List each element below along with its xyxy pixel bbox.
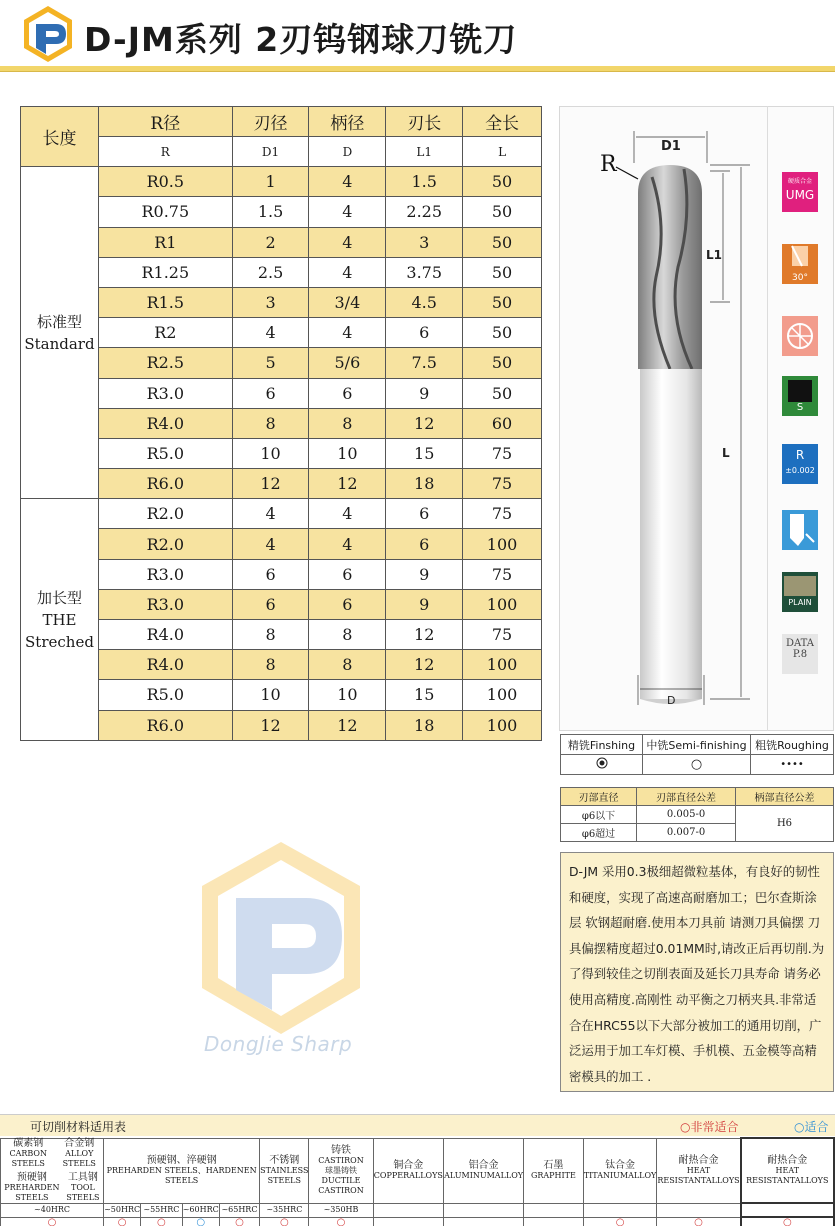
suit-3: ○ [141,1217,183,1226]
hardness-7: ~350HB [309,1203,373,1217]
mat-stainless [260,1138,309,1203]
r-value: R5.0 [98,438,232,468]
suit-13: ○ [741,1217,834,1226]
watermark-logo [196,838,366,1038]
hardness-empty-1 [373,1203,444,1217]
materials-table [0,1137,835,1226]
rough-mark: •••• [751,755,834,775]
symbol-d: D [309,137,386,167]
tol-row-2-dia: φ6超过 [561,824,637,842]
hardness-empty-3 [524,1203,584,1217]
d-value: 12 [309,710,386,740]
hardness-2: ~50HRC [104,1203,141,1217]
r-value: R4.0 [98,620,232,650]
mat-preharden-cn: 预硬钢 [16,1171,47,1183]
standard-label-en: Standard [24,334,95,353]
table-row [21,408,542,438]
d1-value: 12 [232,710,309,740]
r-value: R0.5 [98,167,232,197]
d-value: 5/6 [309,348,386,378]
mat-stainless-en1: STAINLESS [260,1165,309,1175]
l1-value: 6 [386,499,463,529]
mat-hardened-cn: 预硬钢、淬硬钢 [146,1154,217,1166]
mat-titanium-en: TITANIUMALLOY [583,1170,657,1180]
suit-10 [524,1217,584,1226]
l1-label: L1 [706,248,722,262]
d-value: 4 [309,529,386,559]
symbol-l: L [463,137,542,167]
col-header-l: 全长 [463,107,542,137]
end-mill-drawing [560,107,767,730]
l1-value: 18 [386,710,463,740]
r-value: R5.0 [98,680,232,710]
standard-category-label [21,167,99,499]
col-header-d1: 刃径 [232,107,309,137]
legend-suitable: ○适合 [794,1120,829,1134]
mat-carbon-cn: 碳素钢 [13,1137,44,1149]
umg-small-label: 硬质合金 [787,178,812,185]
tol-header-dia: 刃部直径 [561,788,637,806]
hardness-4: ~60HRC [182,1203,219,1217]
suit-8 [373,1217,444,1226]
d-value: 6 [309,378,386,408]
r-value: R2.0 [98,499,232,529]
d-value: 6 [309,589,386,619]
finishing-mark [561,755,643,775]
d1-value: 10 [232,438,309,468]
l-value: 50 [463,227,542,257]
hardness-6: ~35HRC [260,1203,309,1217]
r-value: R1 [98,227,232,257]
l1-value: 15 [386,680,463,710]
page-label: P.8 [792,649,808,660]
r-tol-label: ±0.002 [785,466,815,475]
mat-castiron [309,1138,373,1203]
r-value: R2 [98,318,232,348]
umg-label: UMG [785,188,815,202]
tolerance-table [560,787,834,842]
d1-value: 4 [232,499,309,529]
l-value: 75 [463,499,542,529]
table-row [21,378,542,408]
l1-value: 1.5 [386,167,463,197]
d1-value: 6 [232,589,309,619]
mat-stainless-cn: 不锈钢 [269,1154,300,1166]
hardness-empty-6 [741,1203,834,1217]
d-value: 4 [309,499,386,529]
mat-copper-en: COPPERALLOYS [373,1170,443,1180]
d-value: 8 [309,408,386,438]
plain-label: PLAIN [788,598,812,607]
r-value: R2.5 [98,348,232,378]
product-description: D-JM 采用0.3极细超微粒基体，有良好的韧性和硬度，实现了高速高耐磨加工；巴尔查斯涂层 软钢超耐磨.使用本刀具前 请测刀具偏摆 刀具偏摆精度超过0.01MM时,请改正后再切削.为了得到较佳之切削表面及延长刀具寿命 请务必使用高精度.高刚性 动平衡之刀柄夹具.非常适合在HRC55以下大部分被加工的通用切削，广泛运用于加工车灯模、手机模、五金模等高精密模具的加工 . [560,852,834,1092]
d-value: 10 [309,680,386,710]
d1-value: 12 [232,469,309,499]
spec-table [20,106,542,741]
r-label: R [600,152,617,177]
mat-tool-cn: 工具钢 [67,1171,98,1183]
r-value: R3.0 [98,559,232,589]
tol-shank-value: H6 [736,806,834,842]
mat-graphite-cn: 石墨 [543,1159,564,1171]
tol-header-shank: 柄部直径公差 [736,788,834,806]
extended-label-cn: 加长型 [36,588,82,607]
table-row [21,710,542,740]
watermark-text: DongJie Sharp [204,1032,353,1056]
mat-stainless-en2: STEELS [267,1175,301,1185]
table-row [21,197,542,227]
l-value: 50 [463,167,542,197]
s-shank-icon [782,376,818,416]
extended-label-en1: THE [42,610,77,629]
l-value: 50 [463,197,542,227]
d-value: 8 [309,620,386,650]
umg-carbide-icon [782,172,818,212]
tol-row-2-value: 0.007-0 [637,824,736,842]
mode-semi-finishing: 中铣Semi-finishing [643,735,751,755]
angle-label: 30° [792,273,808,283]
table-row [21,438,542,468]
r-value: R1.25 [98,257,232,287]
l1-value: 3.75 [386,257,463,287]
suit-4: ○ [182,1217,219,1226]
table-row [21,287,542,317]
d1-value: 8 [232,408,309,438]
mat-titanium-cn: 钛合金 [605,1159,636,1171]
table-row [21,257,542,287]
suit-9 [444,1217,524,1226]
col-header-d: 柄径 [309,107,386,137]
machining-mode-table [560,734,834,775]
table-row [21,469,542,499]
table-row [21,589,542,619]
l-value: 100 [463,529,542,559]
double-circle-icon [596,757,608,769]
l1-value: 9 [386,378,463,408]
l1-value: 6 [386,529,463,559]
l1-value: 9 [386,559,463,589]
brand-logo [22,4,74,64]
mat-heat2-en: HEAT RESISTANTALLOYS [746,1165,829,1185]
l-value: 75 [463,438,542,468]
extended-label-en2: Streched [25,632,94,651]
l-value: 50 [463,318,542,348]
l1-value: 12 [386,408,463,438]
d1-value: 2.5 [232,257,309,287]
suit-7: ○ [309,1217,373,1226]
mat-carbon-alloy [1,1138,104,1203]
l-value: 50 [463,348,542,378]
d1-value: 6 [232,378,309,408]
s-label: S [796,402,804,413]
mat-heat2-cn: 耐热合金 [767,1154,808,1166]
d1-value: 4 [232,318,309,348]
mat-aluminum-en: ALUMINUMALLOY [444,1170,524,1180]
table-row [21,227,542,257]
mat-graphite [524,1138,584,1203]
legend-very-suitable: ○非常适合 [680,1120,739,1134]
suit-1: ○ [1,1217,104,1226]
l-value: 60 [463,408,542,438]
center-cut-icon [782,510,818,550]
l1-value: 9 [386,589,463,619]
l1-value: 15 [386,438,463,468]
d1-value: 5 [232,348,309,378]
d1-value: 2 [232,227,309,257]
d1-value: 8 [232,650,309,680]
d-value: 4 [309,197,386,227]
length-header: 长度 [21,107,99,167]
d1-value: 1.5 [232,197,309,227]
mode-roughing: 粗铣Roughing [751,735,834,755]
table-row [21,318,542,348]
d-value: 10 [309,438,386,468]
mat-ductile-cn: 球墨铸铁 [325,1165,357,1175]
l1-value: 12 [386,620,463,650]
materials-title: 可切削材料适用表 [30,1120,127,1134]
mat-heat-resistant-2 [741,1138,834,1203]
table-row [21,680,542,710]
r-value: R2.0 [98,529,232,559]
helix-angle-icon [782,244,818,284]
page-title: D-JM系列 2刃钨钢球刀铣刀 [84,20,518,59]
col-header-r: R径 [98,107,232,137]
suit-11: ○ [583,1217,657,1226]
d-label: D [667,694,676,707]
mat-tool-en: TOOL STEELS [66,1182,100,1202]
table-row [21,167,542,197]
l-value: 75 [463,620,542,650]
l1-value: 12 [386,650,463,680]
header-divider [0,66,835,72]
r-value: R6.0 [98,469,232,499]
suit-2: ○ [104,1217,141,1226]
table-row [21,559,542,589]
mat-aluminum-cn: 铝合金 [468,1159,499,1171]
mat-hardened-en: PREHARDEN STEELS、HARDENEN STEELS [106,1165,257,1185]
hardness-5: ~65HRC [219,1203,259,1217]
l-value: 50 [463,257,542,287]
d-value: 3/4 [309,287,386,317]
l-value: 75 [463,469,542,499]
l-value: 100 [463,680,542,710]
tol-header-blade: 刃部直径公差 [637,788,736,806]
ball-nose-icon [782,316,818,356]
d1-value: 6 [232,559,309,589]
page-header [0,0,835,72]
l1-value: 6 [386,318,463,348]
mat-castiron-cn: 铸铁 [331,1144,351,1156]
hardness-empty-5 [657,1203,741,1217]
d-value: 8 [309,650,386,680]
plain-shank-icon [782,572,818,612]
tol-row-1-value: 0.005-0 [637,806,736,824]
symbol-d1: D1 [232,137,309,167]
d-value: 4 [309,318,386,348]
semi-mark: ○ [643,755,751,775]
mat-hardened [104,1138,260,1203]
l1-value: 7.5 [386,348,463,378]
mode-finishing: 精铣Finshing [561,735,643,755]
l1-value: 4.5 [386,287,463,317]
d-value: 4 [309,227,386,257]
mat-carbon-en: CARBON STEELS [9,1148,47,1168]
l-value: 75 [463,559,542,589]
suit-12: ○ [657,1217,741,1226]
extended-category-label [21,499,99,741]
l1-value: 18 [386,469,463,499]
d-value: 6 [309,559,386,589]
d1-value: 8 [232,620,309,650]
r-icon-label: R [795,448,805,462]
suit-6: ○ [260,1217,309,1226]
r-tolerance-icon [782,444,818,484]
l-label: L [722,446,730,460]
mat-graphite-en: GRAPHITE [530,1170,576,1180]
d-value: 4 [309,167,386,197]
l1-value: 2.25 [386,197,463,227]
r-value: R6.0 [98,710,232,740]
standard-label-cn: 标准型 [36,312,82,331]
panel-divider [767,106,768,731]
mat-ductile-en: DUCTILE CASTIRON [318,1175,364,1195]
mat-heat-resistant-1 [657,1138,741,1203]
mat-alloy-en: ALLOY STEELS [62,1148,96,1168]
l-value: 50 [463,378,542,408]
table-row [21,529,542,559]
tol-row-1-dia: φ6以下 [561,806,637,824]
hardness-1: ~40HRC [1,1203,104,1217]
table-row [21,620,542,650]
hardness-3: ~55HRC [141,1203,183,1217]
col-header-l1: 刃长 [386,107,463,137]
d-value: 4 [309,257,386,287]
l-value: 100 [463,589,542,619]
mat-heat1-en: HEAT RESISTANTALLOYS [657,1165,740,1185]
mat-preharden-en: PREHARDEN STEELS [4,1182,60,1202]
d1-value: 10 [232,680,309,710]
l-value: 100 [463,710,542,740]
hardness-empty-2 [444,1203,524,1217]
data-page-icon [782,634,818,674]
mat-alloy-cn: 合金钢 [64,1137,95,1149]
d-value: 12 [309,469,386,499]
symbol-l1: L1 [386,137,463,167]
table-row [21,348,542,378]
suit-5: ○ [219,1217,259,1226]
d1-label: D1 [661,139,681,154]
r-value: R1.5 [98,287,232,317]
d1-value: 1 [232,167,309,197]
l-value: 50 [463,287,542,317]
r-value: R0.75 [98,197,232,227]
d1-value: 3 [232,287,309,317]
mat-titanium [583,1138,657,1203]
table-row [21,499,542,529]
mat-copper [373,1138,444,1203]
materials-title-bar [0,1114,835,1136]
symbol-r: R [98,137,232,167]
r-value: R3.0 [98,589,232,619]
d1-value: 4 [232,529,309,559]
data-label: DATA [785,638,815,649]
l-value: 100 [463,650,542,680]
l1-value: 3 [386,227,463,257]
r-value: R4.0 [98,408,232,438]
mat-aluminum [444,1138,524,1203]
r-value: R3.0 [98,378,232,408]
table-row [21,650,542,680]
r-value: R4.0 [98,650,232,680]
hardness-empty-4 [583,1203,657,1217]
mat-copper-cn: 铜合金 [393,1159,424,1171]
mat-heat1-cn: 耐热合金 [678,1154,719,1166]
mat-castiron-en1: CASTIRON [318,1155,364,1165]
